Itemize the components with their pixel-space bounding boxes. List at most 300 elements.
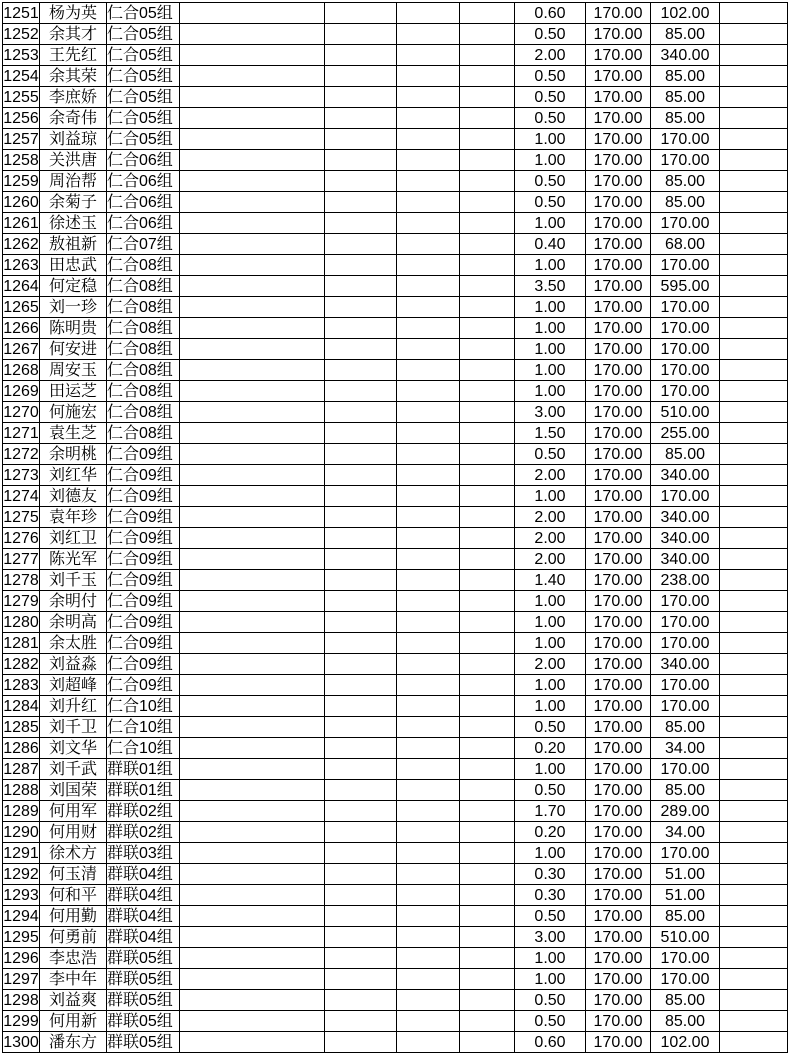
- empty-cell[interactable]: [460, 87, 515, 108]
- name-cell[interactable]: 何用新: [40, 1011, 107, 1032]
- unit-price-cell[interactable]: 170.00: [586, 612, 651, 633]
- empty-cell[interactable]: [325, 297, 397, 318]
- empty-cell[interactable]: [180, 339, 325, 360]
- quantity-cell[interactable]: 0.50: [515, 1011, 586, 1032]
- empty-cell[interactable]: [397, 507, 460, 528]
- amount-cell[interactable]: 34.00: [651, 822, 720, 843]
- name-cell[interactable]: 余明桃: [40, 444, 107, 465]
- group-cell[interactable]: 仁合05组: [107, 3, 180, 24]
- empty-cell[interactable]: [397, 402, 460, 423]
- empty-cell[interactable]: [397, 717, 460, 738]
- group-cell[interactable]: 群联05组: [107, 990, 180, 1011]
- unit-price-cell[interactable]: 170.00: [586, 801, 651, 822]
- unit-price-cell[interactable]: 170.00: [586, 885, 651, 906]
- empty-cell[interactable]: [325, 990, 397, 1011]
- empty-cell[interactable]: [180, 1011, 325, 1032]
- row-number-cell[interactable]: 1293: [3, 885, 40, 906]
- quantity-cell[interactable]: 2.00: [515, 507, 586, 528]
- amount-cell[interactable]: 170.00: [651, 360, 720, 381]
- empty-cell[interactable]: [397, 990, 460, 1011]
- empty-cell[interactable]: [397, 906, 460, 927]
- quantity-cell[interactable]: 3.00: [515, 402, 586, 423]
- empty-cell[interactable]: [397, 1011, 460, 1032]
- empty-cell[interactable]: [180, 633, 325, 654]
- empty-cell[interactable]: [720, 402, 788, 423]
- quantity-cell[interactable]: 1.00: [515, 318, 586, 339]
- quantity-cell[interactable]: 0.30: [515, 885, 586, 906]
- empty-cell[interactable]: [397, 45, 460, 66]
- group-cell[interactable]: 仁合08组: [107, 318, 180, 339]
- empty-cell[interactable]: [397, 633, 460, 654]
- name-cell[interactable]: 何施宏: [40, 402, 107, 423]
- amount-cell[interactable]: 170.00: [651, 297, 720, 318]
- empty-cell[interactable]: [325, 885, 397, 906]
- group-cell[interactable]: 仁合08组: [107, 297, 180, 318]
- row-number-cell[interactable]: 1291: [3, 843, 40, 864]
- row-number-cell[interactable]: 1257: [3, 129, 40, 150]
- name-cell[interactable]: 杨为英: [40, 3, 107, 24]
- empty-cell[interactable]: [180, 591, 325, 612]
- empty-cell[interactable]: [325, 150, 397, 171]
- empty-cell[interactable]: [720, 570, 788, 591]
- group-cell[interactable]: 仁合05组: [107, 66, 180, 87]
- empty-cell[interactable]: [325, 717, 397, 738]
- empty-cell[interactable]: [180, 87, 325, 108]
- quantity-cell[interactable]: 1.00: [515, 339, 586, 360]
- row-number-cell[interactable]: 1284: [3, 696, 40, 717]
- group-cell[interactable]: 仁合08组: [107, 381, 180, 402]
- empty-cell[interactable]: [460, 990, 515, 1011]
- empty-cell[interactable]: [397, 66, 460, 87]
- amount-cell[interactable]: 170.00: [651, 339, 720, 360]
- quantity-cell[interactable]: 1.00: [515, 675, 586, 696]
- row-number-cell[interactable]: 1269: [3, 381, 40, 402]
- empty-cell[interactable]: [720, 885, 788, 906]
- empty-cell[interactable]: [397, 360, 460, 381]
- empty-cell[interactable]: [460, 171, 515, 192]
- quantity-cell[interactable]: 0.40: [515, 234, 586, 255]
- row-number-cell[interactable]: 1253: [3, 45, 40, 66]
- amount-cell[interactable]: 340.00: [651, 528, 720, 549]
- empty-cell[interactable]: [397, 108, 460, 129]
- group-cell[interactable]: 群联05组: [107, 969, 180, 990]
- empty-cell[interactable]: [180, 276, 325, 297]
- empty-cell[interactable]: [180, 402, 325, 423]
- empty-cell[interactable]: [720, 24, 788, 45]
- group-cell[interactable]: 仁合08组: [107, 360, 180, 381]
- unit-price-cell[interactable]: 170.00: [586, 906, 651, 927]
- amount-cell[interactable]: 170.00: [651, 969, 720, 990]
- empty-cell[interactable]: [720, 1011, 788, 1032]
- empty-cell[interactable]: [397, 612, 460, 633]
- amount-cell[interactable]: 170.00: [651, 213, 720, 234]
- empty-cell[interactable]: [720, 465, 788, 486]
- quantity-cell[interactable]: 0.50: [515, 444, 586, 465]
- amount-cell[interactable]: 170.00: [651, 633, 720, 654]
- empty-cell[interactable]: [397, 549, 460, 570]
- empty-cell[interactable]: [397, 696, 460, 717]
- amount-cell[interactable]: 170.00: [651, 255, 720, 276]
- row-number-cell[interactable]: 1254: [3, 66, 40, 87]
- empty-cell[interactable]: [325, 780, 397, 801]
- empty-cell[interactable]: [720, 549, 788, 570]
- quantity-cell[interactable]: 1.00: [515, 255, 586, 276]
- group-cell[interactable]: 仁合08组: [107, 423, 180, 444]
- empty-cell[interactable]: [720, 990, 788, 1011]
- empty-cell[interactable]: [720, 192, 788, 213]
- unit-price-cell[interactable]: 170.00: [586, 633, 651, 654]
- empty-cell[interactable]: [720, 486, 788, 507]
- amount-cell[interactable]: 85.00: [651, 87, 720, 108]
- empty-cell[interactable]: [720, 843, 788, 864]
- empty-cell[interactable]: [460, 360, 515, 381]
- empty-cell[interactable]: [180, 213, 325, 234]
- empty-cell[interactable]: [180, 381, 325, 402]
- empty-cell[interactable]: [180, 927, 325, 948]
- name-cell[interactable]: 余奇伟: [40, 108, 107, 129]
- empty-cell[interactable]: [180, 990, 325, 1011]
- empty-cell[interactable]: [720, 276, 788, 297]
- empty-cell[interactable]: [325, 864, 397, 885]
- row-number-cell[interactable]: 1266: [3, 318, 40, 339]
- empty-cell[interactable]: [720, 339, 788, 360]
- empty-cell[interactable]: [180, 465, 325, 486]
- group-cell[interactable]: 仁合05组: [107, 87, 180, 108]
- quantity-cell[interactable]: 0.50: [515, 108, 586, 129]
- empty-cell[interactable]: [325, 822, 397, 843]
- empty-cell[interactable]: [720, 507, 788, 528]
- empty-cell[interactable]: [720, 423, 788, 444]
- empty-cell[interactable]: [325, 948, 397, 969]
- row-number-cell[interactable]: 1261: [3, 213, 40, 234]
- group-cell[interactable]: 群联01组: [107, 759, 180, 780]
- unit-price-cell[interactable]: 170.00: [586, 129, 651, 150]
- group-cell[interactable]: 群联04组: [107, 885, 180, 906]
- empty-cell[interactable]: [720, 864, 788, 885]
- group-cell[interactable]: 仁合10组: [107, 717, 180, 738]
- group-cell[interactable]: 仁合05组: [107, 108, 180, 129]
- empty-cell[interactable]: [460, 192, 515, 213]
- quantity-cell[interactable]: 2.00: [515, 465, 586, 486]
- empty-cell[interactable]: [325, 465, 397, 486]
- empty-cell[interactable]: [460, 45, 515, 66]
- amount-cell[interactable]: 102.00: [651, 3, 720, 24]
- name-cell[interactable]: 徐述玉: [40, 213, 107, 234]
- name-cell[interactable]: 李庶娇: [40, 87, 107, 108]
- empty-cell[interactable]: [180, 654, 325, 675]
- unit-price-cell[interactable]: 170.00: [586, 1011, 651, 1032]
- group-cell[interactable]: 仁合05组: [107, 45, 180, 66]
- amount-cell[interactable]: 170.00: [651, 948, 720, 969]
- empty-cell[interactable]: [180, 843, 325, 864]
- quantity-cell[interactable]: 0.50: [515, 780, 586, 801]
- row-number-cell[interactable]: 1280: [3, 612, 40, 633]
- empty-cell[interactable]: [460, 654, 515, 675]
- amount-cell[interactable]: 85.00: [651, 108, 720, 129]
- empty-cell[interactable]: [397, 927, 460, 948]
- quantity-cell[interactable]: 0.60: [515, 3, 586, 24]
- empty-cell[interactable]: [397, 1032, 460, 1053]
- empty-cell[interactable]: [460, 339, 515, 360]
- amount-cell[interactable]: 68.00: [651, 234, 720, 255]
- amount-cell[interactable]: 170.00: [651, 129, 720, 150]
- empty-cell[interactable]: [397, 381, 460, 402]
- unit-price-cell[interactable]: 170.00: [586, 423, 651, 444]
- unit-price-cell[interactable]: 170.00: [586, 675, 651, 696]
- name-cell[interactable]: 周安玉: [40, 360, 107, 381]
- amount-cell[interactable]: 255.00: [651, 423, 720, 444]
- empty-cell[interactable]: [720, 297, 788, 318]
- empty-cell[interactable]: [720, 654, 788, 675]
- empty-cell[interactable]: [180, 822, 325, 843]
- empty-cell[interactable]: [325, 1032, 397, 1053]
- empty-cell[interactable]: [180, 738, 325, 759]
- row-number-cell[interactable]: 1267: [3, 339, 40, 360]
- unit-price-cell[interactable]: 170.00: [586, 738, 651, 759]
- empty-cell[interactable]: [325, 612, 397, 633]
- amount-cell[interactable]: 85.00: [651, 24, 720, 45]
- empty-cell[interactable]: [460, 738, 515, 759]
- empty-cell[interactable]: [180, 129, 325, 150]
- row-number-cell[interactable]: 1277: [3, 549, 40, 570]
- name-cell[interactable]: 余菊子: [40, 192, 107, 213]
- empty-cell[interactable]: [325, 675, 397, 696]
- empty-cell[interactable]: [397, 171, 460, 192]
- amount-cell[interactable]: 170.00: [651, 381, 720, 402]
- empty-cell[interactable]: [397, 969, 460, 990]
- empty-cell[interactable]: [397, 864, 460, 885]
- unit-price-cell[interactable]: 170.00: [586, 570, 651, 591]
- empty-cell[interactable]: [397, 843, 460, 864]
- unit-price-cell[interactable]: 170.00: [586, 66, 651, 87]
- amount-cell[interactable]: 51.00: [651, 885, 720, 906]
- empty-cell[interactable]: [397, 129, 460, 150]
- empty-cell[interactable]: [180, 759, 325, 780]
- name-cell[interactable]: 潘东方: [40, 1032, 107, 1053]
- quantity-cell[interactable]: 0.20: [515, 822, 586, 843]
- group-cell[interactable]: 仁合09组: [107, 528, 180, 549]
- amount-cell[interactable]: 170.00: [651, 612, 720, 633]
- unit-price-cell[interactable]: 170.00: [586, 234, 651, 255]
- amount-cell[interactable]: 85.00: [651, 1011, 720, 1032]
- quantity-cell[interactable]: 0.50: [515, 192, 586, 213]
- empty-cell[interactable]: [720, 87, 788, 108]
- row-number-cell[interactable]: 1299: [3, 1011, 40, 1032]
- row-number-cell[interactable]: 1263: [3, 255, 40, 276]
- empty-cell[interactable]: [460, 24, 515, 45]
- empty-cell[interactable]: [325, 171, 397, 192]
- row-number-cell[interactable]: 1288: [3, 780, 40, 801]
- group-cell[interactable]: 群联04组: [107, 927, 180, 948]
- unit-price-cell[interactable]: 170.00: [586, 255, 651, 276]
- empty-cell[interactable]: [720, 591, 788, 612]
- name-cell[interactable]: 关洪唐: [40, 150, 107, 171]
- unit-price-cell[interactable]: 170.00: [586, 948, 651, 969]
- empty-cell[interactable]: [720, 234, 788, 255]
- quantity-cell[interactable]: 0.50: [515, 990, 586, 1011]
- empty-cell[interactable]: [397, 297, 460, 318]
- empty-cell[interactable]: [460, 3, 515, 24]
- group-cell[interactable]: 群联03组: [107, 843, 180, 864]
- empty-cell[interactable]: [397, 822, 460, 843]
- row-number-cell[interactable]: 1251: [3, 3, 40, 24]
- empty-cell[interactable]: [325, 423, 397, 444]
- empty-cell[interactable]: [180, 45, 325, 66]
- unit-price-cell[interactable]: 170.00: [586, 297, 651, 318]
- empty-cell[interactable]: [460, 528, 515, 549]
- empty-cell[interactable]: [397, 591, 460, 612]
- row-number-cell[interactable]: 1252: [3, 24, 40, 45]
- name-cell[interactable]: 刘益爽: [40, 990, 107, 1011]
- name-cell[interactable]: 何玉清: [40, 864, 107, 885]
- amount-cell[interactable]: 510.00: [651, 402, 720, 423]
- empty-cell[interactable]: [397, 465, 460, 486]
- name-cell[interactable]: 何安进: [40, 339, 107, 360]
- quantity-cell[interactable]: 1.00: [515, 612, 586, 633]
- amount-cell[interactable]: 340.00: [651, 549, 720, 570]
- name-cell[interactable]: 余其荣: [40, 66, 107, 87]
- quantity-cell[interactable]: 1.00: [515, 969, 586, 990]
- unit-price-cell[interactable]: 170.00: [586, 549, 651, 570]
- quantity-cell[interactable]: 1.00: [515, 360, 586, 381]
- amount-cell[interactable]: 170.00: [651, 150, 720, 171]
- empty-cell[interactable]: [180, 423, 325, 444]
- empty-cell[interactable]: [460, 150, 515, 171]
- row-number-cell[interactable]: 1259: [3, 171, 40, 192]
- empty-cell[interactable]: [460, 675, 515, 696]
- amount-cell[interactable]: 510.00: [651, 927, 720, 948]
- empty-cell[interactable]: [720, 1032, 788, 1053]
- empty-cell[interactable]: [397, 801, 460, 822]
- empty-cell[interactable]: [325, 927, 397, 948]
- row-number-cell[interactable]: 1265: [3, 297, 40, 318]
- empty-cell[interactable]: [397, 570, 460, 591]
- name-cell[interactable]: 徐术方: [40, 843, 107, 864]
- row-number-cell[interactable]: 1292: [3, 864, 40, 885]
- quantity-cell[interactable]: 1.40: [515, 570, 586, 591]
- group-cell[interactable]: 仁合06组: [107, 171, 180, 192]
- empty-cell[interactable]: [460, 465, 515, 486]
- empty-cell[interactable]: [460, 801, 515, 822]
- quantity-cell[interactable]: 2.00: [515, 654, 586, 675]
- group-cell[interactable]: 仁合08组: [107, 276, 180, 297]
- amount-cell[interactable]: 170.00: [651, 318, 720, 339]
- quantity-cell[interactable]: 1.70: [515, 801, 586, 822]
- empty-cell[interactable]: [180, 318, 325, 339]
- empty-cell[interactable]: [180, 675, 325, 696]
- row-number-cell[interactable]: 1274: [3, 486, 40, 507]
- group-cell[interactable]: 群联04组: [107, 864, 180, 885]
- amount-cell[interactable]: 170.00: [651, 843, 720, 864]
- empty-cell[interactable]: [397, 87, 460, 108]
- quantity-cell[interactable]: 1.50: [515, 423, 586, 444]
- group-cell[interactable]: 仁合09组: [107, 444, 180, 465]
- empty-cell[interactable]: [720, 717, 788, 738]
- empty-cell[interactable]: [325, 108, 397, 129]
- row-number-cell[interactable]: 1258: [3, 150, 40, 171]
- quantity-cell[interactable]: 1.00: [515, 297, 586, 318]
- empty-cell[interactable]: [720, 696, 788, 717]
- unit-price-cell[interactable]: 170.00: [586, 381, 651, 402]
- row-number-cell[interactable]: 1256: [3, 108, 40, 129]
- amount-cell[interactable]: 170.00: [651, 759, 720, 780]
- name-cell[interactable]: 刘升红: [40, 696, 107, 717]
- empty-cell[interactable]: [180, 24, 325, 45]
- amount-cell[interactable]: 238.00: [651, 570, 720, 591]
- group-cell[interactable]: 仁合06组: [107, 150, 180, 171]
- empty-cell[interactable]: [460, 696, 515, 717]
- empty-cell[interactable]: [325, 507, 397, 528]
- unit-price-cell[interactable]: 170.00: [586, 717, 651, 738]
- name-cell[interactable]: 周治帮: [40, 171, 107, 192]
- empty-cell[interactable]: [180, 717, 325, 738]
- empty-cell[interactable]: [180, 255, 325, 276]
- name-cell[interactable]: 刘超峰: [40, 675, 107, 696]
- empty-cell[interactable]: [180, 528, 325, 549]
- empty-cell[interactable]: [460, 822, 515, 843]
- group-cell[interactable]: 仁合09组: [107, 570, 180, 591]
- empty-cell[interactable]: [460, 549, 515, 570]
- empty-cell[interactable]: [720, 171, 788, 192]
- amount-cell[interactable]: 289.00: [651, 801, 720, 822]
- group-cell[interactable]: 群联05组: [107, 1011, 180, 1032]
- unit-price-cell[interactable]: 170.00: [586, 528, 651, 549]
- row-number-cell[interactable]: 1255: [3, 87, 40, 108]
- row-number-cell[interactable]: 1298: [3, 990, 40, 1011]
- unit-price-cell[interactable]: 170.00: [586, 213, 651, 234]
- amount-cell[interactable]: 85.00: [651, 906, 720, 927]
- name-cell[interactable]: 刘千卫: [40, 717, 107, 738]
- name-cell[interactable]: 何用军: [40, 801, 107, 822]
- group-cell[interactable]: 群联02组: [107, 801, 180, 822]
- unit-price-cell[interactable]: 170.00: [586, 402, 651, 423]
- group-cell[interactable]: 群联05组: [107, 1032, 180, 1053]
- quantity-cell[interactable]: 1.00: [515, 591, 586, 612]
- empty-cell[interactable]: [397, 192, 460, 213]
- group-cell[interactable]: 仁合10组: [107, 738, 180, 759]
- row-number-cell[interactable]: 1279: [3, 591, 40, 612]
- empty-cell[interactable]: [180, 570, 325, 591]
- empty-cell[interactable]: [720, 759, 788, 780]
- empty-cell[interactable]: [397, 423, 460, 444]
- empty-cell[interactable]: [397, 318, 460, 339]
- quantity-cell[interactable]: 0.50: [515, 717, 586, 738]
- row-number-cell[interactable]: 1296: [3, 948, 40, 969]
- row-number-cell[interactable]: 1273: [3, 465, 40, 486]
- empty-cell[interactable]: [180, 885, 325, 906]
- empty-cell[interactable]: [180, 969, 325, 990]
- name-cell[interactable]: 李忠浩: [40, 948, 107, 969]
- empty-cell[interactable]: [325, 801, 397, 822]
- empty-cell[interactable]: [180, 3, 325, 24]
- unit-price-cell[interactable]: 170.00: [586, 339, 651, 360]
- unit-price-cell[interactable]: 170.00: [586, 507, 651, 528]
- empty-cell[interactable]: [720, 738, 788, 759]
- empty-cell[interactable]: [460, 612, 515, 633]
- empty-cell[interactable]: [325, 24, 397, 45]
- unit-price-cell[interactable]: 170.00: [586, 843, 651, 864]
- unit-price-cell[interactable]: 170.00: [586, 24, 651, 45]
- empty-cell[interactable]: [460, 1011, 515, 1032]
- row-number-cell[interactable]: 1282: [3, 654, 40, 675]
- empty-cell[interactable]: [397, 3, 460, 24]
- unit-price-cell[interactable]: 170.00: [586, 192, 651, 213]
- quantity-cell[interactable]: 1.00: [515, 150, 586, 171]
- quantity-cell[interactable]: 0.20: [515, 738, 586, 759]
- group-cell[interactable]: 群联02组: [107, 822, 180, 843]
- quantity-cell[interactable]: 1.00: [515, 696, 586, 717]
- empty-cell[interactable]: [325, 444, 397, 465]
